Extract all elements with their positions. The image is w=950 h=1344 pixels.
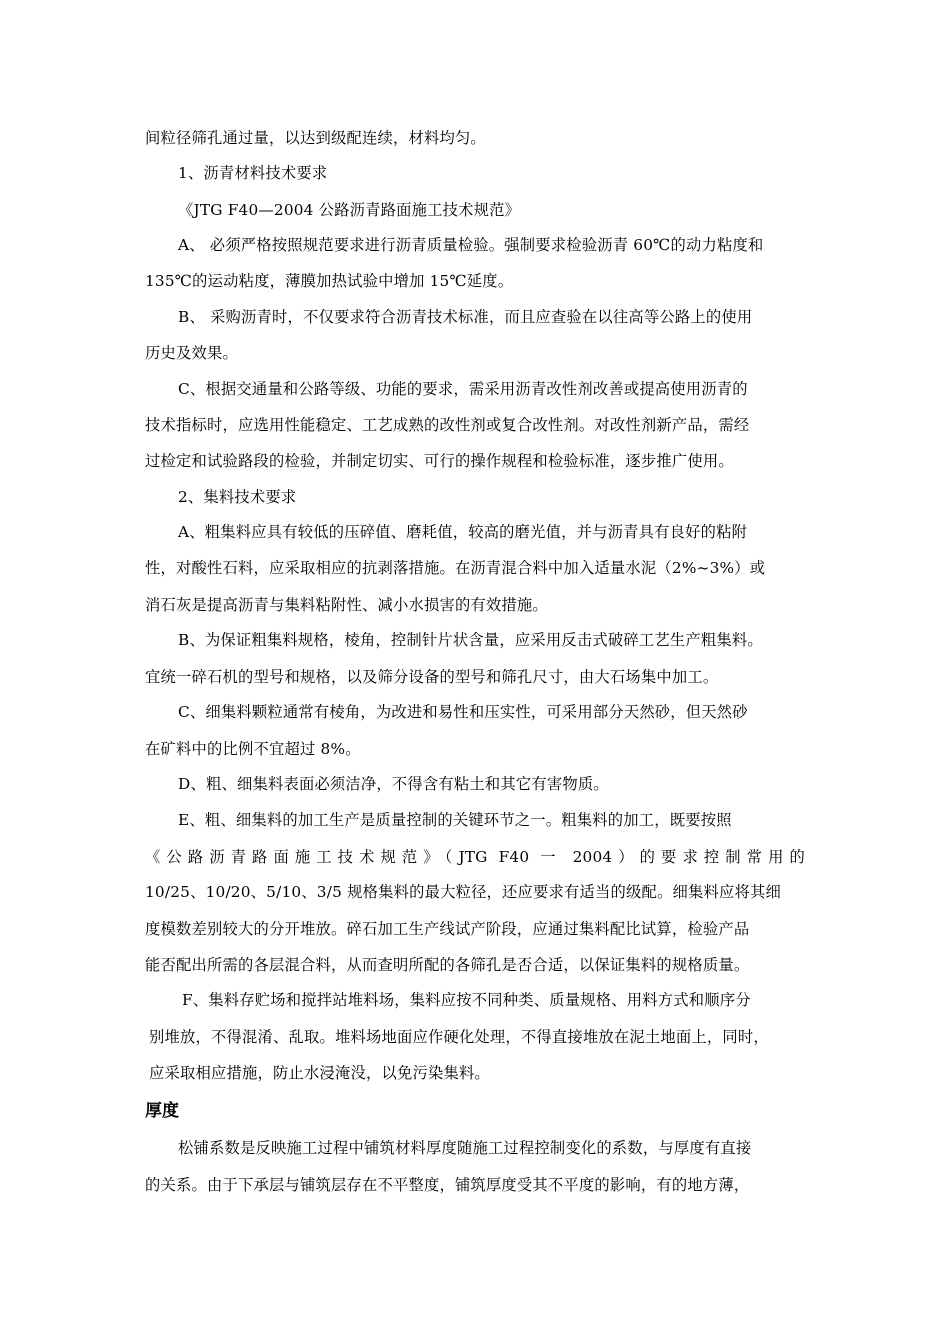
text-line: 消石灰是提高沥青与集料粘附性、减小水损害的有效措施。 [145,596,548,614]
text-line: 别堆放，不得混淆、乱取。堆料场地面应作硬化处理，不得直接堆放在泥土地面上，同时， [149,1028,769,1046]
section-title-aggregate: 2、集料技术要求 [178,488,297,506]
text-line: 能否配出所需的各层混合料，从而查明所配的各筛孔是否合适，以保证集料的规格质量。 [145,956,750,974]
text-line: B、 采购沥青时，不仅要求符合沥青技术标准，而且应查验在以往高等公路上的使用 [178,308,753,326]
text-line: F、集料存贮场和搅拌站堆料场，集料应按不同种类、质量规格、用料方式和顺序分 [182,991,751,1009]
text-line: 应采取相应措施，防止水浸淹没，以免污染集料。 [149,1064,490,1082]
text-line: E、粗、细集料的加工生产是质量控制的关键环节之一。粗集料的加工，既要按照 [178,811,732,829]
text-line: 过检定和试验路段的检验，并制定切实、可行的操作规程和检验标准，逐步推广使用。 [145,452,734,470]
text-line: 历史及效果。 [145,344,238,362]
text-line: 的关系。由于下承层与铺筑层存在不平整度，铺筑厚度受其不平度的影响，有的地方薄， [145,1176,750,1194]
text-line: 宜统一碎石机的型号和规格，以及筛分设备的型号和筛孔尺寸，由大石场集中加工。 [145,668,719,686]
text-line: A、粗集料应具有较低的压碎值、磨耗值，较高的磨光值，并与沥青具有良好的粘附 [178,523,748,541]
text-line: 在矿料中的比例不宜超过 8%。 [145,740,361,758]
text-line: 性，对酸性石料，应采取相应的抗剥落措施。在沥青混合料中加入适量水泥（2%~3%）或 [145,559,766,577]
section-heading-thickness: 厚度 [145,1101,179,1121]
text-line: C、根据交通量和公路等级、功能的要求，需采用沥青改性剂改善或提高使用沥青的 [178,380,748,398]
text-line: 135℃的运动粘度，薄膜加热试验中增加 15℃延度。 [145,272,514,290]
section-title-asphalt: 1、沥青材料技术要求 [178,164,328,182]
text-line: 松铺系数是反映施工过程中铺筑材料厚度随施工过程控制变化的系数，与厚度有直接 [178,1139,752,1157]
text-line: 技术指标时，应选用性能稳定、工艺成熟的改性剂或复合改性剂。对改性剂新产品，需经 [145,416,750,434]
text-line: D、粗、细集料表面必须洁净，不得含有粘土和其它有害物质。 [178,775,609,793]
standard-reference: 《JTG F40—2004 公路沥青路面施工技术规范》 [178,201,521,219]
text-line: A、 必须严格按照规范要求进行沥青质量检验。强制要求检验沥青 60℃的动力粘度和 [178,236,764,254]
text-line: 《公路沥青路面施工技术规范》（JTG F40 一 2004）的要求控制常用的 [145,848,805,866]
text-line: 间粒径筛孔通过量，以达到级配连续，材料均匀。 [145,129,486,147]
text-line: 10/25、10/20、5/10、3/5 规格集料的最大粒径，还应要求有适当的级配。细集料应将其细 [145,883,782,901]
text-line: 度模数差别较大的分开堆放。碎石加工生产线试产阶段，应通过集料配比试算，检验产品 [145,920,750,938]
text-line: C、细集料颗粒通常有棱角，为改进和易性和压实性，可采用部分天然砂，但天然砂 [178,703,748,721]
text-line: B、为保证粗集料规格，棱角，控制针片状含量，应采用反击式破碎工艺生产粗集料。 [178,631,763,649]
